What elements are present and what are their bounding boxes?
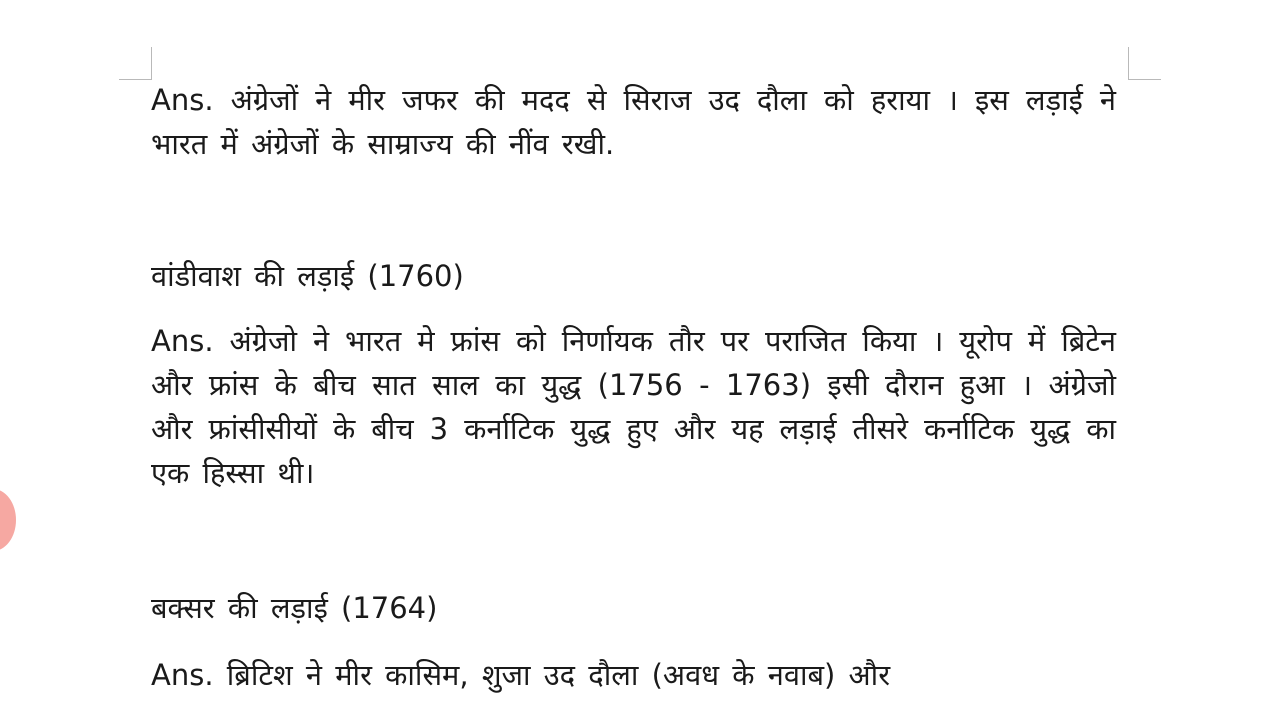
answer-paragraph-buxar: Ans. ब्रिटिश ने मीर कासिम, शुजा उद दौला (अवध के नवाब) और [151,658,891,692]
answer-paragraph-wandiwash: Ans. अंग्रेजो ने भारत मे फ्रांस को निर्णायक तौर पर पराजित किया । यूरोप में ब्रिटेन और फ्रांस के बीच सात साल का युद्ध (1756 - 1763) इसी दौरान हुआ । अंग्रेजो और फ्रांसीसीयों के बीच 3 कर्नाटिक युद्ध हुए और यह लड़ाई तीसरे कर्नाटिक युद्ध का एक हिस्सा थी। [151,324,1116,490]
heading-wandiwash: वांडीवाश की लड़ाई (1760) [151,259,464,293]
touch-indicator [0,489,16,551]
page-margin-mark-top-left [119,47,152,80]
page-margin-mark-top-right [1128,47,1161,80]
heading-buxar: बक्सर की लड़ाई (1764) [151,591,438,625]
answer-paragraph-plassey: Ans. अंग्रेजों ने मीर जफर की मदद से सिराज उद दौला को हराया । इस लड़ाई ने भारत में अंग्रेजों के साम्राज्य की नींव रखी. [151,83,1116,161]
